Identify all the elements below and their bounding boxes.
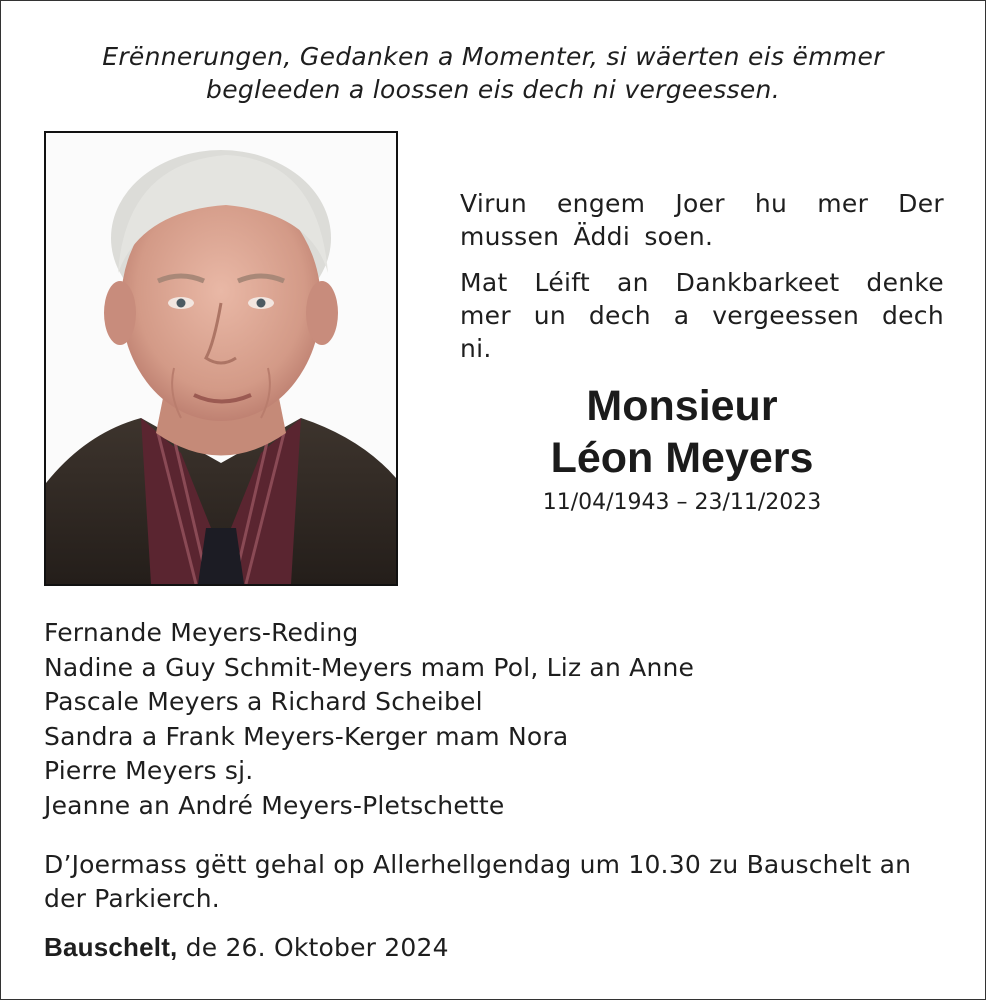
verse-paragraph-1: Virun engem Joer hu mer Der mussen Äddi soen. (460, 189, 944, 251)
family-member: Nadine a Guy Schmit-Meyers mam Pol, Liz an Anne (44, 652, 695, 682)
salutation: Monsieur (586, 382, 778, 430)
deceased-block (460, 380, 944, 518)
family-member: Fernande Meyers-Reding (44, 618, 359, 647)
verse-text (460, 187, 944, 378)
portrait-photo (44, 131, 398, 586)
family-member: Pascale Meyers a Richard Scheibel (44, 687, 483, 716)
closing-place: Bauschelt, (44, 932, 178, 962)
quote-line-2: begleeden a loossen eis dech ni vergeessen. (206, 75, 780, 104)
family-member: Jeanne an André Meyers-Pletschette (44, 790, 505, 820)
family-member: Sandra a Frank Meyers-Kerger mam Nora (44, 721, 569, 751)
mass-announcement: D’Joermass gëtt gehal op Allerhellgendag um 10.30 zu Bauschelt an der Parkierch. (44, 850, 912, 913)
life-dates: 11/04/1943 – 23/11/2023 (542, 490, 822, 515)
verse-paragraph-2: Mat Léift an Dankbarkeet denke mer un dech a vergeessen dech ni. (460, 268, 944, 363)
portrait-illustration (46, 133, 396, 584)
deceased-name: Léon Meyers (550, 434, 814, 482)
memorial-quote (40, 40, 946, 106)
family-member: Pierre Meyers sj. (44, 756, 254, 785)
quote-line-1: Erënnerungen, Gedanken a Momenter, si wäerten eis ëmmer (102, 42, 884, 71)
family-list (44, 616, 944, 823)
closing-date: de 26. Oktober 2024 (185, 933, 449, 962)
closing-line (44, 930, 944, 965)
